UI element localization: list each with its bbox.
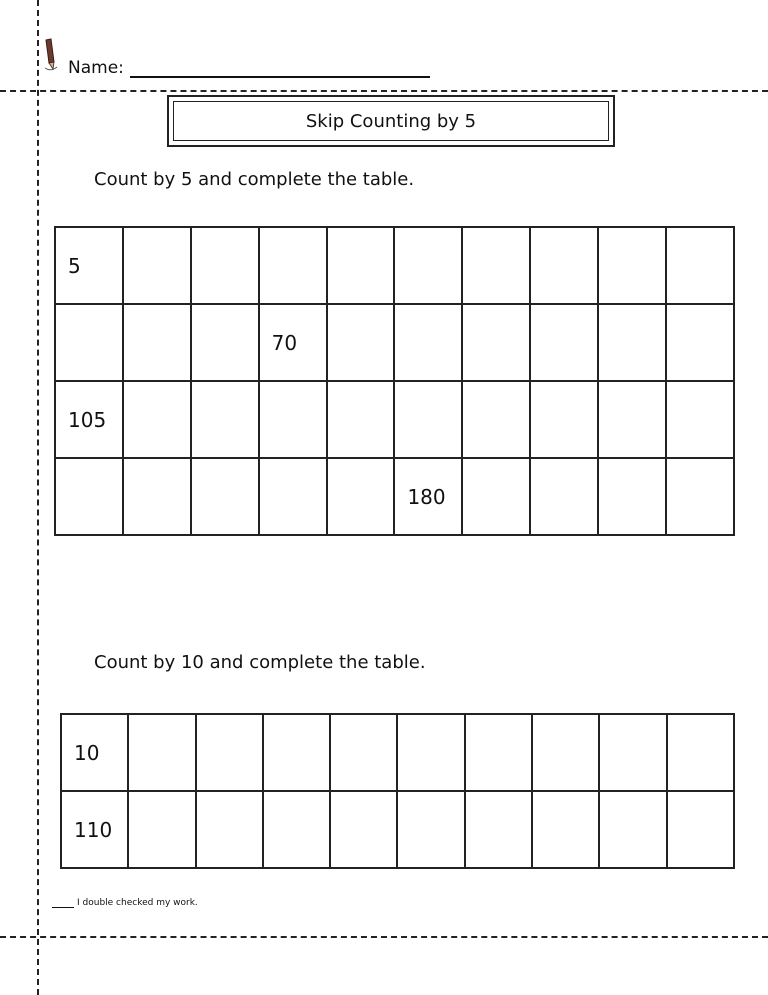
double-check-line bbox=[52, 898, 198, 908]
table-cell[interactable] bbox=[259, 304, 327, 381]
table-cell[interactable] bbox=[397, 791, 464, 868]
table-cell[interactable] bbox=[263, 791, 330, 868]
table-cell[interactable] bbox=[394, 304, 462, 381]
table-cell[interactable] bbox=[666, 227, 734, 304]
table-cell[interactable] bbox=[598, 458, 666, 535]
table-cell[interactable] bbox=[532, 714, 599, 791]
table-cell[interactable] bbox=[327, 304, 395, 381]
table-cell[interactable] bbox=[599, 714, 666, 791]
table-cell[interactable] bbox=[530, 458, 598, 535]
table-cell[interactable] bbox=[128, 791, 195, 868]
count-by-5-row bbox=[55, 458, 734, 535]
table-cell[interactable] bbox=[530, 227, 598, 304]
table-cell[interactable] bbox=[397, 714, 464, 791]
cut-line-bottom bbox=[0, 936, 768, 938]
table-cell[interactable] bbox=[667, 714, 734, 791]
table-cell[interactable] bbox=[666, 304, 734, 381]
count-by-10-table bbox=[60, 713, 735, 869]
table-cell[interactable] bbox=[55, 304, 123, 381]
page-title: Skip Counting by 5 bbox=[305, 110, 477, 132]
table-cell[interactable] bbox=[55, 227, 123, 304]
table-cell[interactable] bbox=[462, 227, 530, 304]
table-cell[interactable] bbox=[327, 381, 395, 458]
table-cell[interactable] bbox=[191, 304, 259, 381]
table-cell[interactable] bbox=[263, 714, 330, 791]
table-cell[interactable] bbox=[259, 458, 327, 535]
count-by-5-table bbox=[54, 226, 735, 536]
table-cell[interactable] bbox=[667, 791, 734, 868]
table-cell[interactable] bbox=[123, 458, 191, 535]
table-cell[interactable] bbox=[123, 227, 191, 304]
cell-value: 10 bbox=[74, 740, 100, 765]
cell-value: 105 bbox=[68, 407, 107, 432]
table-cell[interactable] bbox=[394, 381, 462, 458]
pencil-icon bbox=[42, 38, 60, 74]
table-cell[interactable] bbox=[462, 458, 530, 535]
table-cell[interactable] bbox=[196, 714, 263, 791]
table-cell[interactable] bbox=[61, 791, 128, 868]
table-cell[interactable] bbox=[598, 227, 666, 304]
table-cell[interactable] bbox=[191, 458, 259, 535]
cell-value: 70 bbox=[271, 330, 298, 355]
table-cell[interactable] bbox=[465, 714, 532, 791]
cell-value: 180 bbox=[407, 484, 446, 509]
table-cell[interactable] bbox=[327, 227, 395, 304]
cell-value: 5 bbox=[68, 253, 81, 278]
table-cell[interactable] bbox=[462, 381, 530, 458]
name-label: Name: bbox=[68, 58, 124, 78]
table-cell[interactable] bbox=[394, 227, 462, 304]
instruction-count-by-10: Count by 10 and complete the table. bbox=[94, 652, 426, 673]
check-blank[interactable] bbox=[52, 907, 74, 908]
table-cell[interactable] bbox=[327, 458, 395, 535]
table-cell[interactable] bbox=[259, 227, 327, 304]
table-cell[interactable] bbox=[128, 714, 195, 791]
cell-value: 110 bbox=[74, 817, 113, 842]
table-cell[interactable] bbox=[465, 791, 532, 868]
table-cell[interactable] bbox=[394, 458, 462, 535]
count-by-5-row bbox=[55, 304, 734, 381]
table-cell[interactable] bbox=[191, 227, 259, 304]
table-cell[interactable] bbox=[55, 381, 123, 458]
table-cell[interactable] bbox=[666, 381, 734, 458]
table-cell[interactable] bbox=[330, 714, 397, 791]
count-by-5-row bbox=[55, 381, 734, 458]
table-cell[interactable] bbox=[61, 714, 128, 791]
table-cell[interactable] bbox=[530, 381, 598, 458]
table-cell[interactable] bbox=[598, 381, 666, 458]
table-cell[interactable] bbox=[123, 304, 191, 381]
cut-line-top bbox=[0, 90, 768, 92]
margin-rule-vertical bbox=[37, 0, 39, 995]
double-check-text: I double checked my work. bbox=[77, 898, 198, 908]
count-by-5-row bbox=[55, 227, 734, 304]
title-box bbox=[167, 95, 615, 147]
table-cell[interactable] bbox=[196, 791, 263, 868]
table-cell[interactable] bbox=[191, 381, 259, 458]
table-cell[interactable] bbox=[123, 381, 191, 458]
table-cell[interactable] bbox=[330, 791, 397, 868]
table-cell[interactable] bbox=[599, 791, 666, 868]
count-by-10-row bbox=[61, 791, 734, 868]
table-cell[interactable] bbox=[530, 304, 598, 381]
table-cell[interactable] bbox=[259, 381, 327, 458]
table-cell[interactable] bbox=[666, 458, 734, 535]
name-input-line[interactable] bbox=[130, 76, 430, 78]
table-cell[interactable] bbox=[598, 304, 666, 381]
count-by-10-row bbox=[61, 714, 734, 791]
table-cell[interactable] bbox=[532, 791, 599, 868]
instruction-count-by-5: Count by 5 and complete the table. bbox=[94, 169, 415, 190]
table-cell[interactable] bbox=[55, 458, 123, 535]
table-cell[interactable] bbox=[462, 304, 530, 381]
